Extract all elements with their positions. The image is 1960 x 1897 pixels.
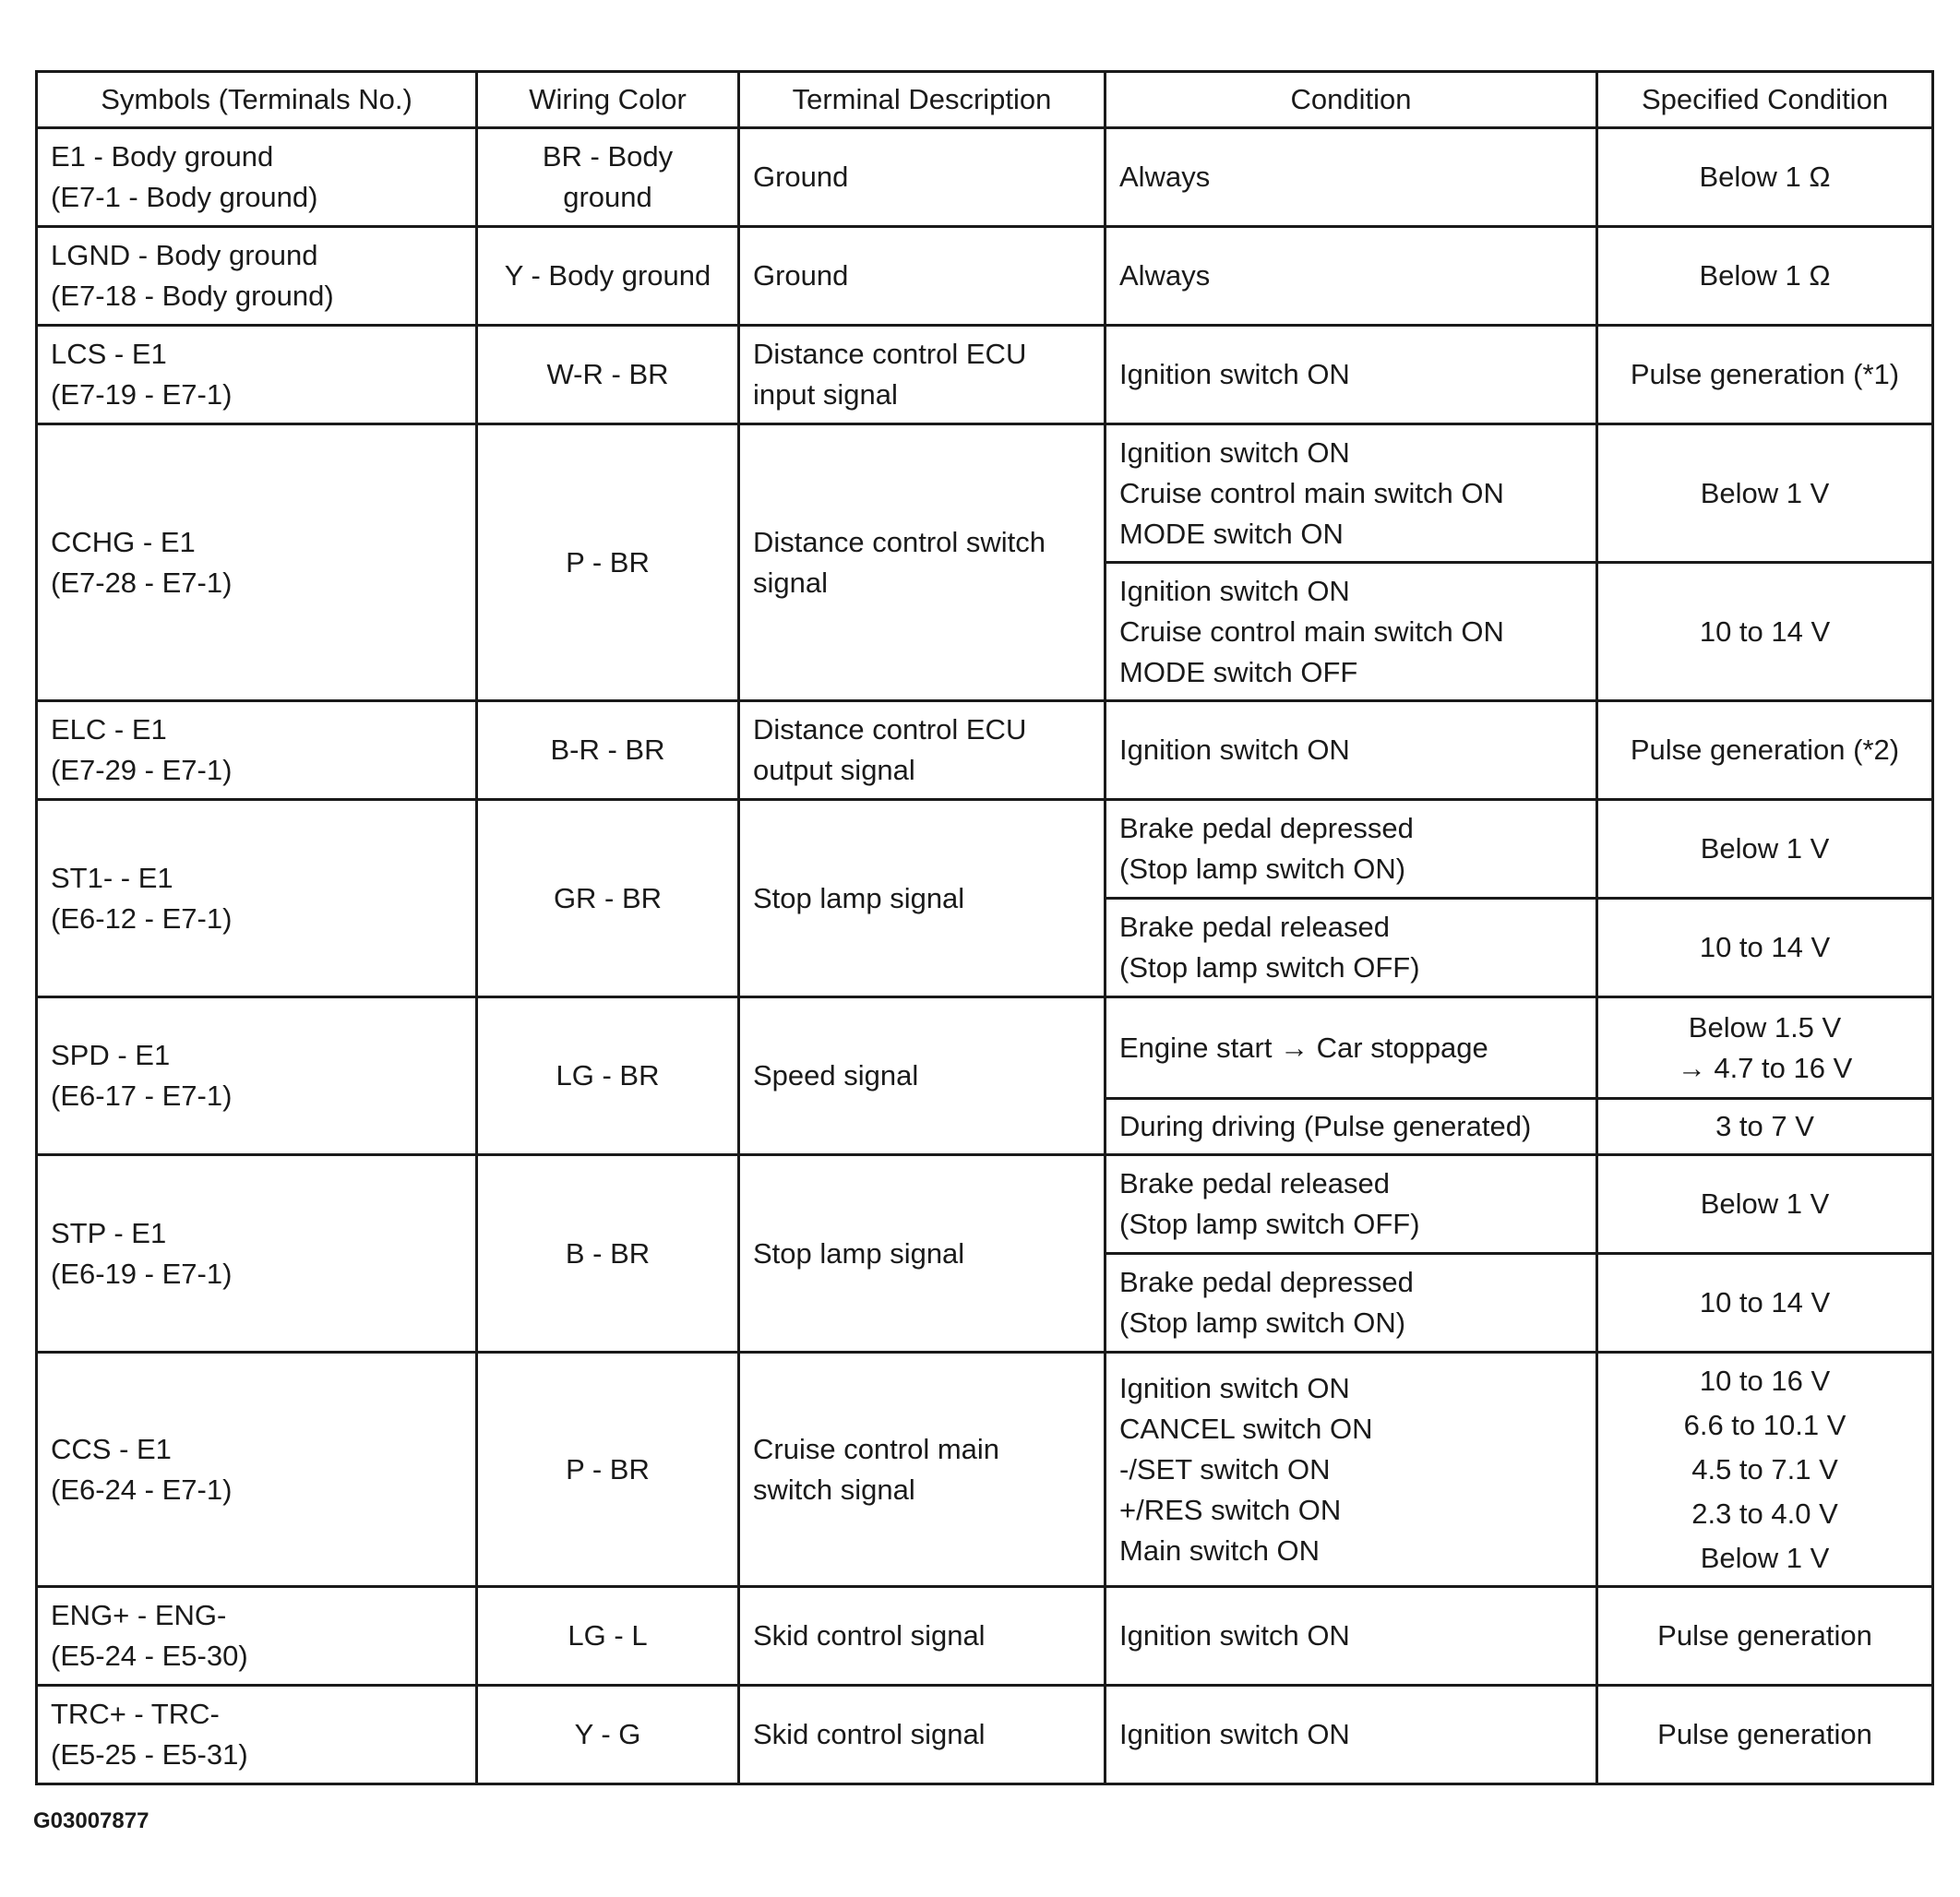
condition-line: Brake pedal released: [1119, 911, 1390, 943]
condition-line: (Stop lamp switch ON): [1119, 853, 1406, 885]
condition-cell: [1105, 326, 1597, 424]
spec-line: → 4.7 to 16 V: [1677, 1051, 1853, 1084]
symbol-line: STP - E1: [51, 1216, 167, 1249]
description-line: signal: [753, 566, 828, 599]
symbol-cell: [37, 1587, 477, 1686]
condition-line: Ignition switch ON: [1119, 1371, 1350, 1404]
spec-line: 4.5 to 7.1 V: [1691, 1452, 1838, 1485]
spec-line: Pulse generation (*2): [1630, 734, 1900, 766]
wiring-line: BR - Body: [542, 140, 674, 173]
description-line: Ground: [753, 161, 849, 193]
description-cell: [739, 1686, 1105, 1784]
spec-line: Below 1 V: [1700, 832, 1830, 865]
spec-cell: [1597, 1155, 1933, 1254]
header-terminal-description: Terminal Description: [739, 72, 1105, 128]
description-line: Stop lamp signal: [753, 1236, 965, 1270]
condition-line: Brake pedal released: [1119, 1167, 1390, 1199]
terminal-line: (E6-12 - E7-1): [51, 901, 233, 935]
wiring-line: LG - BR: [556, 1059, 660, 1092]
table-row-eng: [37, 1587, 1933, 1686]
condition-line: (Stop lamp switch OFF): [1119, 1208, 1420, 1240]
symbol-cell: [37, 800, 477, 997]
spec-line: Below 1 V: [1700, 1187, 1830, 1220]
condition-line: (Stop lamp switch OFF): [1119, 951, 1420, 984]
spec-line: Pulse generation: [1657, 1619, 1872, 1652]
description-cell: [739, 1353, 1105, 1587]
terminal-line: (E5-25 - E5-31): [51, 1738, 248, 1771]
wiring-line: LG - L: [568, 1619, 648, 1652]
terminal-inspection-table: [35, 70, 1934, 1785]
description-cell: [739, 424, 1105, 701]
symbol-cell: [37, 1155, 477, 1353]
terminal-line: (E5-24 - E5-30): [51, 1640, 248, 1672]
condition-line: Always: [1119, 259, 1211, 292]
condition-line: Ignition switch ON: [1119, 1718, 1350, 1750]
wiring-color-cell: [477, 701, 739, 800]
condition-cell: [1105, 800, 1597, 899]
spec-line: Pulse generation: [1657, 1718, 1872, 1750]
wiring-color-cell: [477, 227, 739, 326]
condition-line: Brake pedal depressed: [1119, 812, 1414, 844]
condition-line: Ignition switch ON: [1119, 734, 1350, 766]
wiring-color-cell: [477, 424, 739, 701]
condition-line: Ignition switch ON: [1119, 435, 1350, 469]
description-line: Skid control signal: [753, 1619, 986, 1652]
spec-cell: [1597, 997, 1933, 1099]
description-line: Distance control switch: [753, 525, 1046, 558]
symbol-line: E1 - Body ground: [51, 140, 274, 173]
description-line: output signal: [753, 754, 915, 786]
condition-line: Cruise control main switch ON: [1119, 614, 1504, 648]
symbol-line: ENG+ - ENG-: [51, 1599, 227, 1631]
condition-line: Ignition switch ON: [1119, 1619, 1350, 1652]
spec-line: 6.6 to 10.1 V: [1683, 1408, 1846, 1441]
spec-cell: [1597, 1254, 1933, 1353]
table-row-cchg: [37, 424, 1933, 563]
symbol-cell: [37, 227, 477, 326]
table-row-lgnd: [37, 227, 1933, 326]
spec-cell: [1597, 424, 1933, 563]
spec-cell: [1597, 899, 1933, 997]
wiring-line: Y - Body ground: [504, 259, 711, 292]
symbol-line: ELC - E1: [51, 713, 167, 746]
spec-cell: [1597, 800, 1933, 899]
table-row-stp: [37, 1155, 1933, 1254]
condition-cell: [1105, 128, 1597, 227]
wiring-color-cell: [477, 1155, 739, 1353]
terminal-line: (E6-24 - E7-1): [51, 1473, 233, 1506]
condition-line: +/RES switch ON: [1119, 1493, 1342, 1526]
spec-line: Below 1 Ω: [1699, 259, 1831, 292]
symbol-line: ST1- - E1: [51, 861, 173, 894]
wiring-color-cell: [477, 1353, 739, 1587]
spec-line: Below 1 V: [1700, 1541, 1830, 1574]
description-cell: [739, 800, 1105, 997]
condition-cell: [1105, 1099, 1597, 1155]
description-line: Ground: [753, 259, 849, 292]
description-cell: [739, 1155, 1105, 1353]
terminal-line: (E6-17 - E7-1): [51, 1080, 233, 1112]
condition-line: (Stop lamp switch ON): [1119, 1306, 1406, 1339]
spec-line: 10 to 14 V: [1699, 614, 1831, 648]
spec-cell: [1597, 1587, 1933, 1686]
terminal-line: (E6-19 - E7-1): [51, 1257, 233, 1290]
figure-id: G03007877: [33, 1808, 149, 1833]
spec-cell: [1597, 1353, 1933, 1587]
spec-line: Below 1.5 V: [1688, 1010, 1842, 1044]
description-cell: [739, 997, 1105, 1155]
spec-cell: [1597, 1686, 1933, 1784]
condition-line: Ignition switch ON: [1119, 358, 1350, 390]
wiring-color-cell: [477, 326, 739, 424]
symbol-line: TRC+ - TRC-: [51, 1698, 220, 1730]
symbol-line: CCHG - E1: [51, 525, 196, 558]
table-row-trc: [37, 1686, 1933, 1784]
condition-line: Always: [1119, 161, 1211, 193]
condition-cell: [1105, 899, 1597, 997]
condition-cell: [1105, 1587, 1597, 1686]
wiring-line: Y - G: [574, 1718, 641, 1750]
description-line: Distance control ECU: [753, 713, 1027, 746]
description-line: Stop lamp signal: [753, 881, 965, 914]
wiring-line: P - BR: [566, 545, 650, 579]
description-cell: [739, 701, 1105, 800]
spec-line: 3 to 7 V: [1715, 1110, 1814, 1142]
header-symbols: Symbols (Terminals No.): [37, 72, 477, 128]
condition-line: Engine start → Car stoppage: [1119, 1031, 1488, 1064]
description-cell: [739, 1587, 1105, 1686]
condition-line: Brake pedal depressed: [1119, 1266, 1414, 1298]
condition-cell: [1105, 1353, 1597, 1587]
condition-cell: [1105, 227, 1597, 326]
description-cell: [739, 128, 1105, 227]
spec-cell: [1597, 701, 1933, 800]
condition-line: MODE switch OFF: [1119, 655, 1358, 688]
wiring-color-cell: [477, 997, 739, 1155]
spec-line: Pulse generation (*1): [1630, 358, 1900, 390]
table-row-lcs: [37, 326, 1933, 424]
terminal-line: (E7-1 - Body ground): [51, 181, 318, 213]
wiring-line: B-R - BR: [550, 734, 665, 766]
wiring-color-cell: [477, 1587, 739, 1686]
spec-cell: [1597, 563, 1933, 701]
wiring-line: GR - BR: [553, 881, 663, 914]
wiring-line: W-R - BR: [546, 358, 669, 390]
description-cell: [739, 326, 1105, 424]
spec-line: 10 to 16 V: [1699, 1364, 1831, 1397]
symbol-line: LCS - E1: [51, 338, 167, 370]
symbol-cell: [37, 701, 477, 800]
symbol-line: SPD - E1: [51, 1039, 171, 1071]
condition-line: Cruise control main switch ON: [1119, 476, 1504, 509]
terminal-line: (E7-19 - E7-1): [51, 378, 233, 411]
spec-line: 10 to 14 V: [1699, 1286, 1831, 1318]
condition-cell: [1105, 701, 1597, 800]
header-row: [37, 72, 1933, 128]
wiring-line: P - BR: [566, 1452, 650, 1485]
table-row-e1: [37, 128, 1933, 227]
symbol-cell: [37, 1353, 477, 1587]
wiring-color-cell: [477, 800, 739, 997]
wiring-line: B - BR: [565, 1236, 651, 1270]
terminal-line: (E7-28 - E7-1): [51, 566, 233, 599]
symbol-cell: [37, 997, 477, 1155]
condition-cell: [1105, 1155, 1597, 1254]
description-line: input signal: [753, 378, 898, 411]
spec-line: Below 1 V: [1700, 476, 1830, 509]
spec-line: 2.3 to 4.0 V: [1691, 1497, 1838, 1530]
spec-cell: [1597, 326, 1933, 424]
terminal-line: (E7-18 - Body ground): [51, 280, 334, 312]
spec-cell: [1597, 227, 1933, 326]
table-row-elc: [37, 701, 1933, 800]
condition-cell: [1105, 563, 1597, 701]
description-line: switch signal: [753, 1473, 915, 1506]
header-wiring-color: Wiring Color: [477, 72, 739, 128]
condition-line: -/SET switch ON: [1119, 1452, 1331, 1485]
description-line: Skid control signal: [753, 1718, 986, 1750]
table-row-spd: [37, 997, 1933, 1099]
spec-line: 10 to 14 V: [1699, 931, 1831, 963]
symbol-cell: [37, 326, 477, 424]
spec-cell: [1597, 128, 1933, 227]
condition-cell: [1105, 424, 1597, 563]
wiring-color-cell: [477, 1686, 739, 1784]
symbol-line: LGND - Body ground: [51, 239, 318, 271]
condition-cell: [1105, 1254, 1597, 1353]
condition-cell: [1105, 997, 1597, 1099]
wiring-color-cell: [477, 128, 739, 227]
description-line: Speed signal: [753, 1059, 919, 1092]
table-row-ccs: [37, 1353, 1933, 1587]
symbol-cell: [37, 1686, 477, 1784]
spec-cell: [1597, 1099, 1933, 1155]
symbol-cell: [37, 128, 477, 227]
wiring-line: ground: [563, 181, 652, 213]
symbol-cell: [37, 424, 477, 701]
description-line: Cruise control main: [753, 1432, 1000, 1465]
condition-line: CANCEL switch ON: [1119, 1412, 1373, 1445]
spec-line: Below 1 Ω: [1699, 161, 1831, 193]
symbol-line: CCS - E1: [51, 1432, 172, 1465]
condition-line: During driving (Pulse generated): [1119, 1110, 1532, 1142]
terminal-line: (E7-29 - E7-1): [51, 754, 233, 786]
header-condition: Condition: [1105, 72, 1597, 128]
description-line: Distance control ECU: [753, 338, 1027, 370]
condition-line: MODE switch ON: [1119, 517, 1344, 550]
condition-line: Main switch ON: [1119, 1533, 1321, 1567]
description-cell: [739, 227, 1105, 326]
table-row-st1: [37, 800, 1933, 899]
condition-cell: [1105, 1686, 1597, 1784]
condition-line: Ignition switch ON: [1119, 574, 1350, 607]
header-specified-condition: Specified Condition: [1597, 72, 1933, 128]
